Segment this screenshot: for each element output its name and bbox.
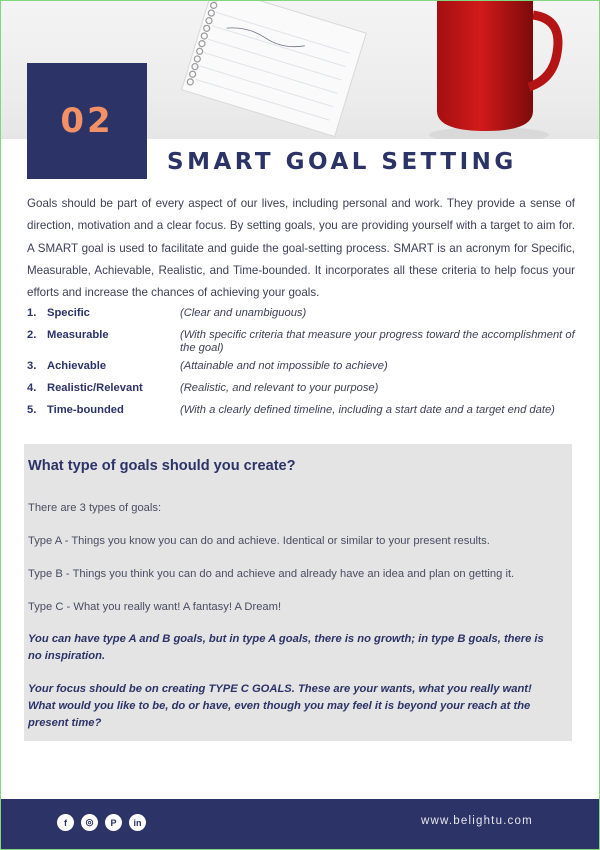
list-item-term: Achievable	[47, 360, 107, 372]
list-item-term: Realistic/Relevant	[47, 382, 143, 394]
page-title: SMART GOAL SETTING	[167, 149, 517, 175]
panel-heading: What type of goals should you create?	[28, 458, 296, 474]
instagram-icon[interactable]: ◎	[81, 814, 98, 831]
list-item-number: 1.	[27, 307, 37, 319]
emphasis-growth: You can have type A and B goals, but in type A goals, there is no growth; in type B goals, there is no inspiration.	[28, 633, 544, 662]
type-a-text: Type A - Things you know you can do and achieve. Identical or similar to your present results.	[28, 535, 490, 547]
list-item-number: 2.	[27, 329, 37, 341]
list-item-number: 3.	[27, 360, 37, 372]
list-item	[27, 382, 587, 399]
section-number: 02	[60, 101, 114, 141]
list-item	[27, 329, 587, 355]
list-item-term: Specific	[47, 307, 90, 319]
list-item-description: (With specific criteria that measure your progress toward the accomplishment of the goal)	[180, 329, 575, 354]
type-c-text: Type C - What you really want! A fantasy! A Dream!	[28, 601, 282, 613]
list-item-description: (With a clearly defined timeline, including a start date and a target end date)	[180, 404, 555, 416]
list-item-description: (Clear and unambiguous)	[180, 307, 307, 319]
intro-paragraph: Goals should be part of every aspect of our lives, including personal and work. They provide a sense of direction, motivation and a clear focus. By setting goals, you are providing yourself with a target to aim for. A SMART goal is used to facilitate and guide the goal-setting process. SMART is an acronym for Specific, Measurable, Achievable, Realistic, and Time-bounded. It incorporates all these criteria to help focus your efforts and increase the chances of achieving your goals.	[27, 197, 575, 300]
list-item-term: Measurable	[47, 329, 109, 341]
smart-list	[27, 307, 587, 426]
list-item	[27, 360, 587, 377]
panel-intro: There are 3 types of goals:	[28, 502, 162, 514]
red-mug	[429, 1, 558, 139]
facebook-icon[interactable]: f	[57, 814, 74, 831]
social-links	[57, 814, 146, 831]
list-item-number: 4.	[27, 382, 37, 394]
linkedin-icon[interactable]: in	[129, 814, 146, 831]
emphasis-focus: Your focus should be on creating TYPE C GOALS. These are your wants, what you really want! What would you like to be, do or have, even though you may feel it is beyond your reach at the present time?	[28, 683, 532, 729]
list-item-term: Time-bounded	[47, 404, 124, 416]
section-number-badge	[27, 63, 147, 179]
list-item-description: (Realistic, and relevant to your purpose)	[180, 382, 379, 394]
goal-types-panel	[24, 444, 572, 741]
pinterest-icon[interactable]: P	[105, 814, 122, 831]
type-b-text: Type B - Things you think you can do and achieve and already have an idea and plan on getting it.	[28, 568, 515, 580]
list-item-description: (Attainable and not impossible to achieve)	[180, 360, 388, 372]
website-url[interactable]: www.belightu.com	[421, 815, 533, 827]
notebook	[182, 1, 367, 136]
list-item	[27, 404, 587, 421]
list-item	[27, 307, 587, 324]
list-item-number: 5.	[27, 404, 37, 416]
footer	[1, 799, 599, 849]
